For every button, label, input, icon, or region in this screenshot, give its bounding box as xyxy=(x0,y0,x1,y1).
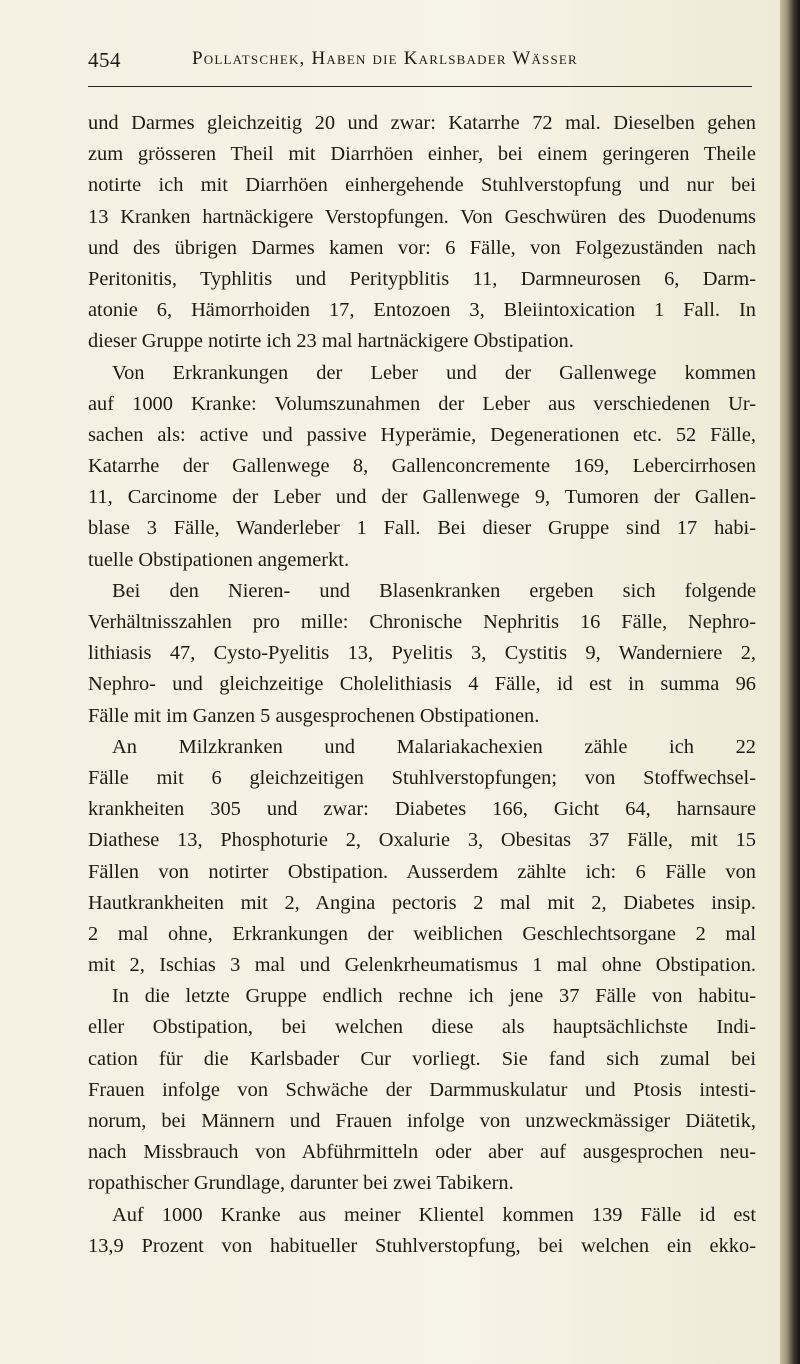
text-line: auf 1000 Kranke: Volumszunahmen der Leber aus verschiedenen Ur- xyxy=(88,392,756,415)
running-title: Pollatschek, Haben die Karlsbader Wässer xyxy=(192,48,578,69)
text-line: und des übrigen Darmes kamen vor: 6 Fälle, von Folgezuständen nach xyxy=(88,236,756,259)
text-line: Frauen infolge von Schwäche der Darmmuskulatur und Ptosis intesti- xyxy=(88,1078,756,1101)
text-line: zum grösseren Theil mit Diarrhöen einher, bei einem geringeren Theile xyxy=(88,143,756,166)
text-line: norum, bei Männern und Frauen infolge von unzweckmässiger Diätetik, xyxy=(88,1110,756,1132)
paragraph-start: In die letzte Gruppe endlich rechne ich jene 37 Fälle von habitu- xyxy=(112,985,756,1008)
text-line: Fällen von notirter Obstipation. Ausserdem zählte ich: 6 Fälle von xyxy=(88,860,756,883)
text-line: Fälle mit im Ganzen 5 ausgesprochenen Obstipationen. xyxy=(88,704,540,727)
text-line: mit 2, Ischias 3 mal und Gelenkrheumatismus 1 mal ohne Obstipation. xyxy=(88,954,756,977)
text-line: Hautkrankheiten mit 2, Angina pectoris 2 mal mit 2, Diabetes insip. xyxy=(88,891,756,914)
text-line: sachen als: active und passive Hyperämie, Degenerationen etc. 52 Fälle, xyxy=(88,423,756,446)
text-line: 13 Kranken hartnäckigere Verstopfungen. Von Geschwüren des Duodenums xyxy=(88,205,756,228)
text-line: blase 3 Fälle, Wanderleber 1 Fall. Bei dieser Gruppe sind 17 habi- xyxy=(88,517,756,540)
text-line: notirte ich mit Diarrhöen einhergehende Stuhlverstopfung und nur bei xyxy=(88,174,756,197)
text-line: Katarrhe der Gallenwege 8, Gallenconcremente 169, Lebercirrhosen xyxy=(88,455,756,478)
text-line: atonie 6, Hämorrhoiden 17, Entozoen 3, Bleiintoxication 1 Fall. In xyxy=(88,299,756,322)
paragraph-start: An Milzkranken und Malariakachexien zähle ich 22 xyxy=(112,735,756,758)
paragraph-start: Von Erkrankungen der Leber und der Gallenwege kommen xyxy=(112,361,756,384)
text-line: 2 mal ohne, Erkrankungen der weiblichen Geschlechtsorgane 2 mal xyxy=(88,922,756,945)
text-line: nach Missbrauch von Abführmitteln oder aber auf ausgesprochen neu- xyxy=(88,1141,756,1164)
text-line: krankheiten 305 und zwar: Diabetes 166, Gicht 64, harnsaure xyxy=(88,798,756,821)
text-line: Fälle mit 6 gleichzeitigen Stuhlverstopfungen; von Stoffwechsel- xyxy=(88,766,756,789)
paragraph-start: Bei den Nieren- und Blasenkranken ergeben sich folgende xyxy=(112,579,756,602)
text-line: Nephro- und gleichzeitige Cholelithiasis 4 Fälle, id est in summa 96 xyxy=(88,673,756,696)
text-line: Peritonitis, Typhlitis und Peritypblitis 11, Darmneurosen 6, Darm- xyxy=(88,267,756,290)
text-line: Verhältnisszahlen pro mille: Chronische Nephritis 16 Fälle, Nephro- xyxy=(88,611,756,633)
page-number: 454 xyxy=(88,48,121,72)
text-line: dieser Gruppe notirte ich 23 mal hartnäckigere Obstipation. xyxy=(88,330,574,353)
text-line: 13,9 Prozent von habitueller Stuhlverstopfung, bei welchen ein ekko- xyxy=(88,1234,756,1257)
text-line: ropathischer Grundlage, darunter bei zwei Tabikern. xyxy=(88,1172,514,1195)
text-line: Diathese 13, Phosphoturie 2, Oxalurie 3, Obesitas 37 Fälle, mit 15 xyxy=(88,829,756,852)
text-line: lithiasis 47, Cysto-Pyelitis 13, Pyelitis 3, Cystitis 9, Wanderniere 2, xyxy=(88,642,756,665)
text-line: 11, Carcinome der Leber und der Gallenwege 9, Tumoren der Gallen- xyxy=(88,486,756,509)
text-line: und Darmes gleichzeitig 20 und zwar: Katarrhe 72 mal. Dieselben gehen xyxy=(88,112,756,134)
text-line: cation für die Karlsbader Cur vorliegt. Sie fand sich zumal bei xyxy=(88,1047,756,1070)
header-rule xyxy=(88,86,752,87)
text-line: eller Obstipation, bei welchen diese als hauptsächlichste Indi- xyxy=(88,1016,756,1039)
page-header xyxy=(88,48,752,78)
book-spine-shadow xyxy=(780,0,800,1364)
body-text xyxy=(88,108,756,1262)
paragraph-start: Auf 1000 Kranke aus meiner Klientel kommen 139 Fälle id est xyxy=(112,1203,756,1226)
text-line: tuelle Obstipationen angemerkt. xyxy=(88,548,350,571)
